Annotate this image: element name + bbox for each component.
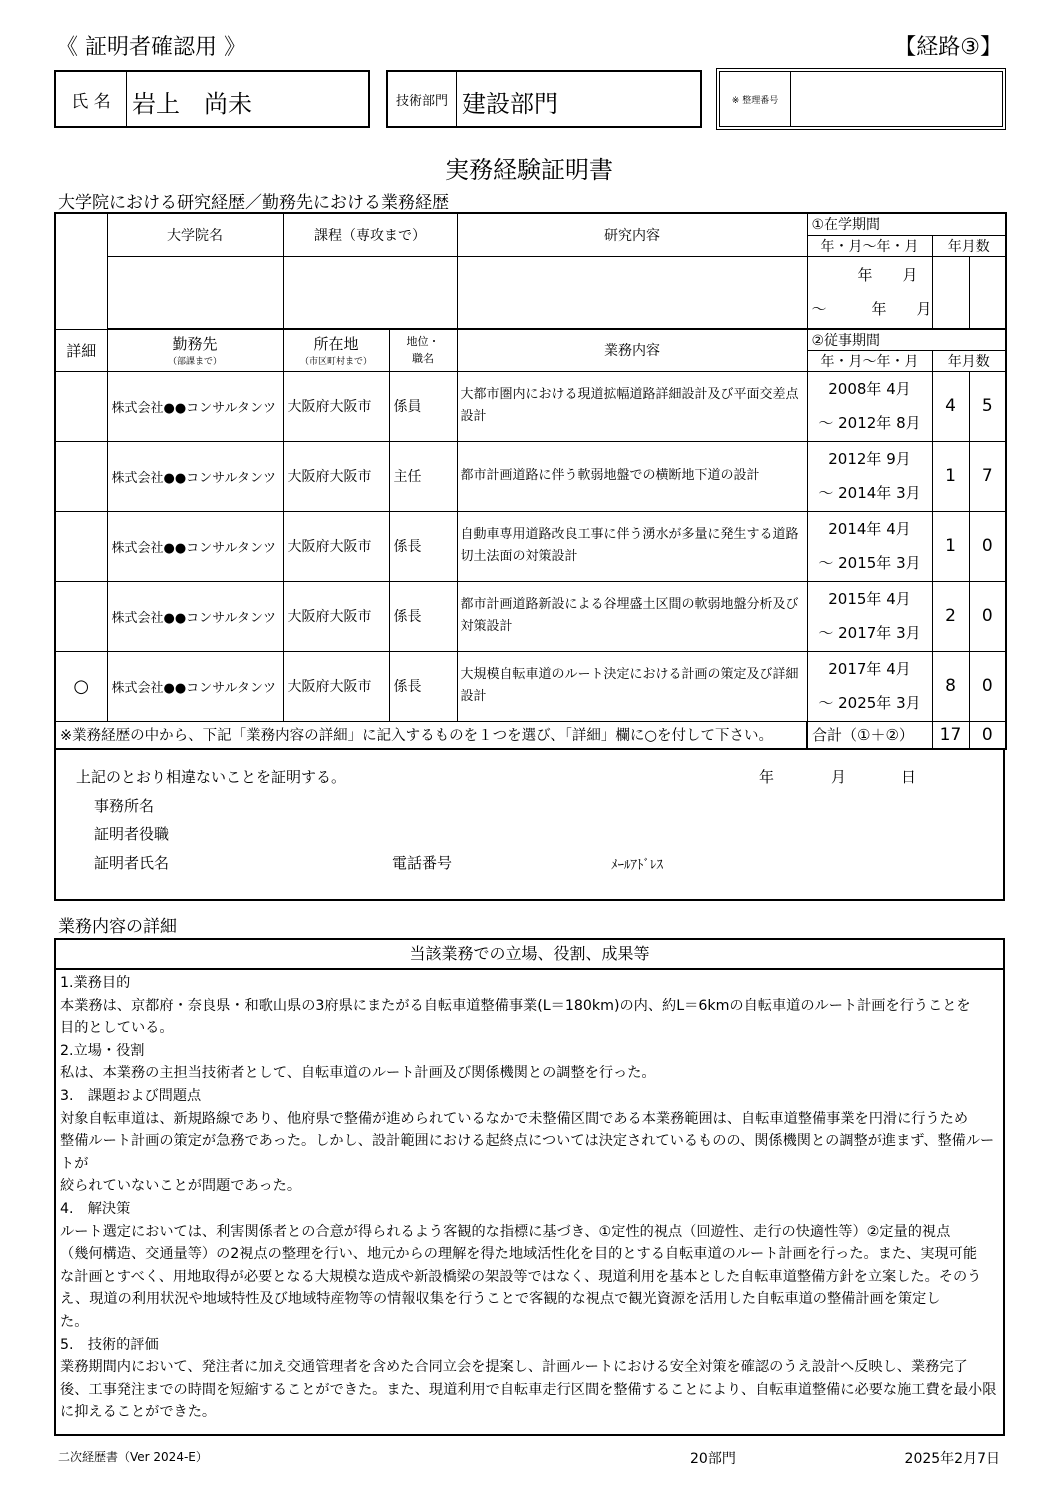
section-subtitle: 大学院における研究経歴／勤務先における業務経歴	[58, 193, 449, 213]
name-box	[54, 70, 370, 128]
work-period-start: 2015年 4月	[828, 590, 911, 608]
route-label: 【経路③】	[894, 35, 1002, 60]
work-detail-header: 詳細	[55, 329, 107, 371]
work-location-header-note: （市区町村まで）	[299, 356, 372, 367]
work-content: 大都市圏内における現道拡幅道路詳細設計及び平面交差点設計	[457, 371, 807, 441]
document-type-label: 《 証明者確認用 》	[56, 35, 246, 60]
certification-day: 日	[901, 768, 917, 786]
detail-line: 私は、本業務の主担当技術者として、自転車道のルート計画及び関係機関との調整を行った。	[60, 1065, 656, 1082]
work-location-header-label: 所在地	[313, 334, 359, 353]
grad-research-header: 研究内容	[457, 213, 807, 256]
work-years: 2	[932, 581, 969, 651]
work-months: 0	[969, 581, 1006, 651]
selection-note: ※業務経歴の中から、下記「業務内容の詳細」に記入するものを１つを選び、「詳細」欄に○を付して下さい。	[55, 721, 807, 749]
footer-version: 二次経歴書（Ver 2024-E）	[58, 1450, 208, 1464]
page-title: 実務経験証明書	[445, 156, 613, 184]
grad-period-start: 年 月	[857, 266, 918, 284]
work-period-end: ～ 2017年 3月	[818, 624, 921, 642]
detail-line: 目的としている。	[60, 1020, 174, 1037]
work-period-end: ～ 2015年 3月	[818, 554, 921, 572]
work-years: 4	[932, 371, 969, 441]
detail-line: 後、工事発注までの時間を短縮することができた。また、現道利用で自転車走行区間を整備することにより、自転車道整備に必要な施工費を最小限	[60, 1381, 997, 1398]
grad-school-header: 大学院名	[107, 213, 283, 256]
work-months: 0	[969, 651, 1006, 721]
reference-number-label: ※ 整理番号	[720, 72, 791, 126]
name-label: 氏 名	[56, 72, 127, 126]
work-years: 1	[932, 441, 969, 511]
work-detail-mark	[55, 511, 107, 581]
phone-label: 電話番号	[392, 854, 453, 872]
work-location-header	[283, 329, 389, 371]
work-detail-mark: ○	[55, 651, 107, 721]
table-row	[55, 371, 1006, 441]
reference-number-box	[716, 68, 1006, 130]
work-location: 大阪府大阪市	[283, 651, 389, 721]
work-employer: 株式会社●●コンサルタンツ	[107, 581, 283, 651]
detail-box	[54, 938, 1005, 1436]
detail-line: え、現道の利用状況や地域特性及び地域特産物等の情報収集を行うことで客観的な視点で観光資源を活用した自転車道の整備計画を策定し	[60, 1291, 941, 1308]
detail-line: た。	[60, 1313, 89, 1330]
grad-years-header: 年月数	[932, 235, 1006, 256]
work-position: 係長	[389, 651, 457, 721]
detail-line: 4. 解決策	[60, 1200, 131, 1217]
work-employer: 株式会社●●コンサルタンツ	[107, 371, 283, 441]
footer-date: 2025年2月7日	[904, 1451, 1000, 1467]
office-name-label: 事務所名	[94, 797, 155, 815]
detail-line: 1.業務目的	[60, 975, 131, 991]
certifier-title-label: 証明者役職	[94, 825, 170, 843]
total-label: 合計（①＋②）	[807, 721, 932, 749]
detail-line: 3. 課題および問題点	[60, 1087, 202, 1104]
detail-box-header: 当該業務での立場、役割、成果等	[56, 940, 1003, 970]
detail-heading: 業務内容の詳細	[58, 917, 177, 937]
work-period-start: 2012年 9月	[828, 450, 911, 468]
work-content: 自動車専用道路改良工事に伴う湧水が多量に発生する道路切土法面の対策設計	[457, 511, 807, 581]
work-content: 都市計画道路新設による谷埋盛土区間の軟弱地盤分析及び対策設計	[457, 581, 807, 651]
work-content-header: 業務内容	[457, 329, 807, 371]
grad-period-subheader: 年・月～年・月	[807, 235, 932, 256]
work-years-header: 年月数	[932, 350, 1006, 371]
certification-statement: 上記のとおり相違ないことを証明する。	[76, 768, 347, 786]
work-period-end: ～ 2014年 3月	[818, 484, 921, 502]
work-employer: 株式会社●●コンサルタンツ	[107, 441, 283, 511]
work-period	[807, 511, 932, 581]
department-box	[386, 70, 702, 128]
department-label: 技術部門	[388, 72, 457, 126]
detail-line: 絞られていないことが問題であった。	[60, 1178, 302, 1195]
grad-period-end: 年 月	[871, 300, 932, 318]
work-employer-header-label: 勤務先	[172, 334, 218, 353]
detail-line: 2.立場・役割	[60, 1042, 145, 1059]
work-period	[807, 371, 932, 441]
certification-month: 月	[831, 768, 847, 786]
work-period	[807, 441, 932, 511]
detail-body	[56, 970, 1003, 1426]
work-employer-header	[107, 329, 283, 371]
work-years: 1	[932, 511, 969, 581]
detail-line: 整備ルート計画の策定が急務であった。しかし、設計範囲における起終点については決定されているものの、関係機関との調整が進まず、整備ルートが	[60, 1133, 995, 1172]
work-position: 主任	[389, 441, 457, 511]
experience-table	[54, 212, 1007, 750]
work-months: 7	[969, 441, 1006, 511]
work-location: 大阪府大阪市	[283, 371, 389, 441]
work-period-end: ～ 2025年 3月	[818, 694, 921, 712]
work-position: 係長	[389, 581, 457, 651]
work-detail-mark	[55, 371, 107, 441]
email-label: ﾒｰﾙｱﾄﾞﾚｽ	[611, 858, 663, 873]
work-employer: 株式会社●●コンサルタンツ	[107, 511, 283, 581]
grad-course-cell	[283, 256, 457, 328]
detail-line: ルート選定においては、利害関係者との合意が得られるよう客観的な指標に基づき、①定性的視点（回遊性、走行の快適性等）②定量的視点	[60, 1223, 951, 1240]
work-position-header-line1: 地位・	[406, 335, 440, 348]
work-period-start: 2008年 4月	[828, 380, 911, 398]
work-employer-header-note: （部課まで）	[167, 356, 222, 367]
work-position-header	[389, 329, 457, 371]
footer-division: 20部門	[690, 1451, 736, 1467]
work-content: 都市計画道路に伴う軟弱地盤での横断地下道の設計	[457, 441, 807, 511]
grad-course-header: 課程（専攻まで）	[283, 213, 457, 256]
detail-line: （幾何構造、交通量等）の2視点の整理を行い、地元からの理解を得た地域活性化を目的とする自転車道のルート計画を行った。また、実現可能	[60, 1246, 978, 1263]
detail-line: 対象自転車道は、新規路線であり、他府県で整備が進められているなかで未整備区間である本業務範囲は、自転車道整備事業を円滑に行うため	[60, 1110, 969, 1127]
work-position: 係員	[389, 371, 457, 441]
department-value: 建設部門	[462, 90, 558, 118]
work-content: 大規模自転車道のルート決定における計画の策定及び詳細設計	[457, 651, 807, 721]
work-location: 大阪府大阪市	[283, 511, 389, 581]
work-period-start: 2017年 4月	[828, 660, 911, 678]
work-years: 8	[932, 651, 969, 721]
grad-blank-cell	[55, 213, 107, 329]
grad-years-cell	[932, 256, 969, 328]
work-months: 0	[969, 511, 1006, 581]
work-period-header: ②従事期間	[807, 329, 1006, 350]
work-detail-mark	[55, 581, 107, 651]
work-period	[807, 651, 932, 721]
detail-line: 業務期間内において、発注者に加え交通管理者を含めた合同立会を提案し、計画ルートにおける安全対策を確認のうえ設計へ反映し、業務完了	[60, 1359, 968, 1376]
grad-period-cell	[807, 256, 932, 328]
table-row	[55, 441, 1006, 511]
table-row	[55, 511, 1006, 581]
total-years: 17	[932, 721, 969, 749]
detail-line: 5. 技術的評価	[60, 1336, 159, 1353]
work-period	[807, 581, 932, 651]
work-employer: 株式会社●●コンサルタンツ	[107, 651, 283, 721]
detail-line: に抑えることができた。	[60, 1404, 217, 1421]
table-row	[55, 651, 1006, 721]
work-period-start: 2014年 4月	[828, 520, 911, 538]
grad-period-header: ①在学期間	[807, 213, 1006, 235]
certification-year: 年	[759, 768, 775, 786]
work-location: 大阪府大阪市	[283, 581, 389, 651]
work-position-header-line2: 職名	[412, 352, 434, 365]
grad-months-cell	[969, 256, 1006, 328]
grad-school-cell	[107, 256, 283, 328]
detail-line: 本業務は、京都府・奈良県・和歌山県の3府県にまたがる自転車道整備事業(L＝180km)の内、約L＝6kmの自転車道のルート計画を行うことを	[60, 997, 971, 1014]
detail-line: な計画とすべく、用地取得が必要となる大規模な造成や新設橋梁の架設等ではなく、現道利用を基本とした自転車道整備方針を立案した。そのう	[60, 1268, 982, 1285]
certification-block	[54, 748, 1005, 901]
work-detail-mark	[55, 441, 107, 511]
work-period-subheader: 年・月～年・月	[807, 350, 932, 371]
name-value: 岩上 尚未	[132, 90, 252, 118]
work-location: 大阪府大阪市	[283, 441, 389, 511]
grad-research-cell	[457, 256, 807, 328]
table-row	[55, 581, 1006, 651]
total-months: 0	[969, 721, 1006, 749]
certifier-name-label: 証明者氏名	[94, 854, 170, 872]
work-position: 係長	[389, 511, 457, 581]
grad-period-tilde: ～	[811, 300, 827, 318]
work-period-end: ～ 2012年 8月	[818, 414, 921, 432]
work-months: 5	[969, 371, 1006, 441]
